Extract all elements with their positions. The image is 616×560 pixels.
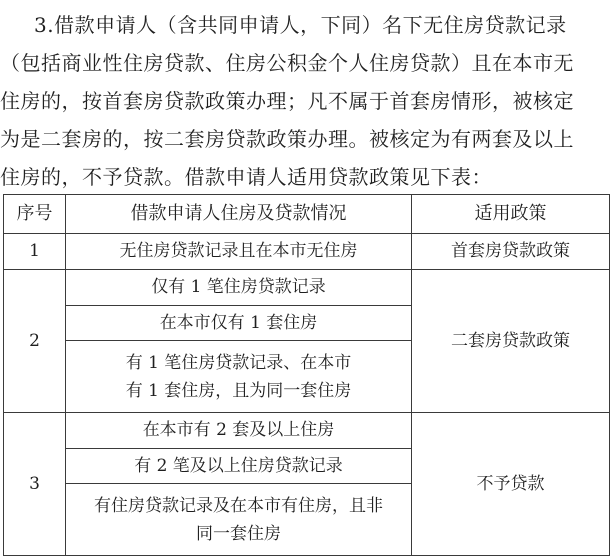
condition-cell: 在本市有 2 套及以上住房	[66, 412, 412, 448]
table-row	[4, 233, 610, 269]
loan-policy-table	[3, 194, 610, 556]
paragraph-line: 3.借款申请人（含共同申请人，下同）名下无住房贷款记录	[34, 13, 567, 37]
condition-line: 有 1 笔住房贷款记录、在本市	[125, 352, 352, 373]
row-index: 2	[4, 269, 66, 412]
policy-paragraph	[0, 0, 616, 190]
policy-cell: 首套房贷款政策	[412, 233, 610, 269]
condition-cell	[66, 484, 412, 556]
condition-cell: 有 2 笔及以上住房贷款记录	[66, 448, 412, 484]
paragraph-line: 住房的，按首套房贷款政策办理；凡不属于首套房情形，被核定	[0, 89, 574, 113]
header-index: 序号	[4, 195, 66, 234]
header-condition: 借款申请人住房及贷款情况	[66, 195, 412, 234]
table-row	[4, 412, 610, 448]
table-header-row	[4, 195, 610, 234]
paragraph-line: （包括商业性住房贷款、住房公积金个人住房贷款）且在本市无	[0, 51, 574, 75]
condition-cell	[66, 341, 412, 413]
header-policy: 适用政策	[412, 195, 610, 234]
policy-cell: 二套房贷款政策	[412, 269, 610, 412]
condition-cell: 无住房贷款记录且在本市无住房	[66, 233, 412, 269]
policy-cell: 不予贷款	[412, 412, 610, 555]
row-index: 3	[4, 412, 66, 555]
condition-line: 有 1 套住房，且为同一套住房	[125, 380, 352, 401]
paragraph-line: 为是二套房的，按二套房贷款政策办理。被核定为有两套及以上	[0, 127, 574, 151]
condition-cell: 仅有 1 笔住房贷款记录	[66, 269, 412, 305]
condition-cell: 在本市仅有 1 套住房	[66, 305, 412, 341]
paragraph-line: 住房的，不予贷款。借款申请人适用贷款政策见下表：	[0, 165, 492, 189]
table-row	[4, 269, 610, 305]
row-index: 1	[4, 233, 66, 269]
condition-line: 有住房贷款记录及在本市有住房，且非	[94, 495, 383, 516]
condition-line: 同一套住房	[196, 523, 281, 544]
